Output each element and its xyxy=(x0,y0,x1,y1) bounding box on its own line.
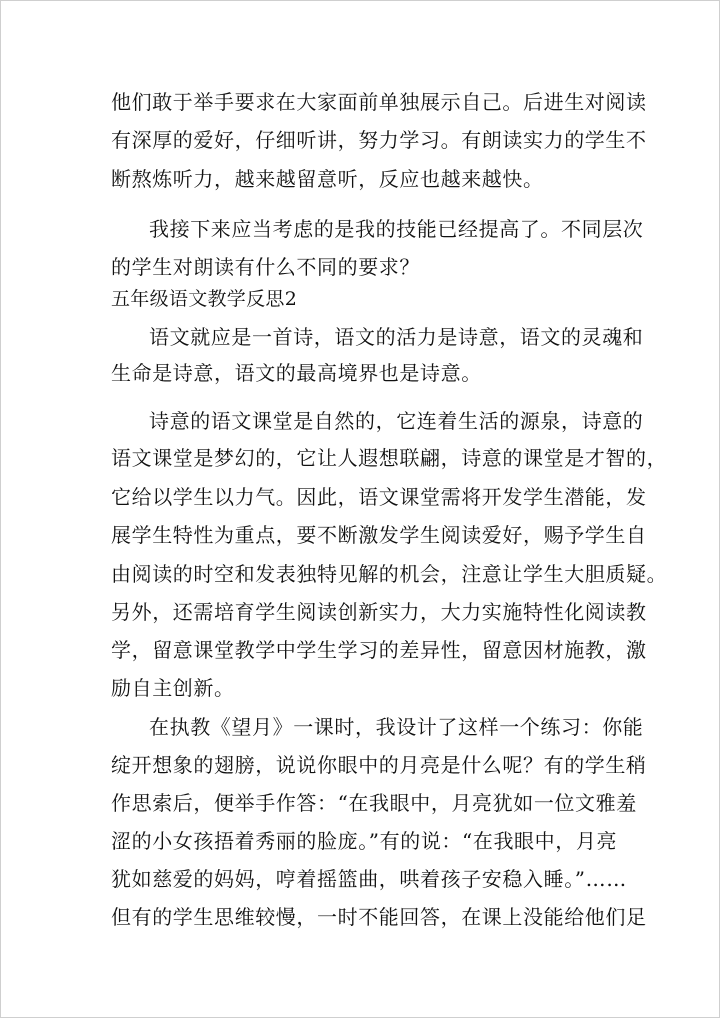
text-line: 作思索后，便举手作答：“在我眼中，月亮犹如一位文雅羞 xyxy=(111,791,637,815)
text-line: 励自主创新。 xyxy=(111,676,235,700)
text-line: 语文课堂是梦幻的，它让人遐想联翩，诗意的课堂是才智的， xyxy=(111,446,668,470)
paragraph-start-line: 诗意的语文课堂是自然的，它连着生活的源泉，诗意的 xyxy=(149,409,644,433)
text-line: 展学生特性为重点，要不断激发学生阅读爱好，赐予学生自 xyxy=(111,523,647,547)
text-line: 学，留意课堂教学中学生学习的差异性，留意因材施教，激 xyxy=(111,638,647,662)
text-line: 由阅读的时空和发表独特见解的机会，注意让学生大胆质疑。 xyxy=(111,562,668,586)
text-line: 断熬炼听力，越来越留意听，反应也越来越快。 xyxy=(111,167,544,191)
text-line: 的学生对朗读有什么不同的要求？ xyxy=(111,255,420,279)
text-line: 他们敢于举手要求在大家面前单独展示自己。后进生对阅读 xyxy=(111,90,647,114)
text-line: 涩的小女孩捂着秀丽的脸庞。”有的说：“在我眼中，月亮 xyxy=(111,829,618,853)
section-heading: 五年级语文教学反思2 xyxy=(111,288,298,310)
text-line: 另外，还需培育学生阅读创新实力，大力实施特性化阅读教 xyxy=(111,600,647,624)
paragraph-start-line: 语文就应是一首诗，语文的活力是诗意，语文的灵魂和 xyxy=(149,325,644,349)
paragraph-start-line: 我接下来应当考虑的是我的技能已经提高了。不同层次 xyxy=(149,217,644,241)
text-line: 但有的学生思维较慢，一时不能回答，在课上没能给他们足 xyxy=(111,905,647,929)
paragraph-start-line: 在执教《望月》一课时，我设计了这样一个练习：你能 xyxy=(149,715,644,739)
text-line: 生命是诗意，语文的最高境界也是诗意。 xyxy=(111,361,482,385)
text-line: 有深厚的爱好，仔细听讲，努力学习。有朗读实力的学生不 xyxy=(111,128,647,152)
text-line: 犹如慈爱的妈妈，哼着摇篮曲，哄着孩子安稳入睡。”…… xyxy=(111,867,627,891)
text-line: 它给以学生以力气。因此，语文课堂需将开发学生潜能，发 xyxy=(111,485,647,509)
text-line: 绽开想象的翅膀，说说你眼中的月亮是什么呢？有的学生稍 xyxy=(111,753,647,777)
